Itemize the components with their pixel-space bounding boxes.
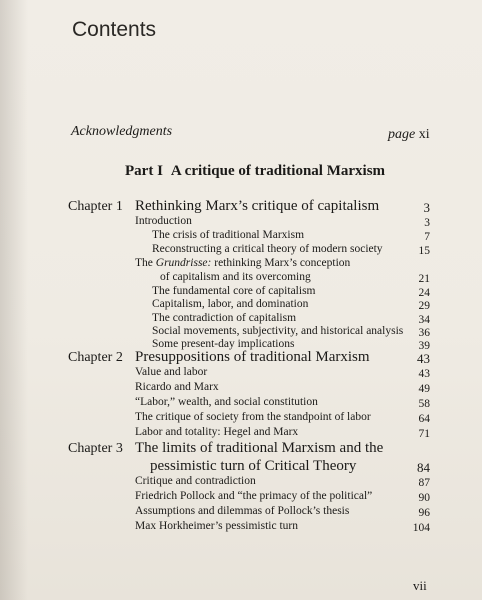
chapter-1-entry-9: Some present-day implications (152, 338, 295, 350)
page-gutter-shadow (0, 0, 28, 600)
chapter-1-entry-6-page: 29 (418, 300, 430, 312)
part-number: Part I (125, 163, 163, 179)
chapter-1-entry-2: The crisis of traditional Marxism (152, 229, 305, 241)
chapter-1-entry-5-page: 24 (418, 287, 430, 299)
chapter-1-entry-1: Introduction (135, 215, 192, 227)
chapter-3-entry-1-page: 87 (418, 477, 430, 489)
chapter-1-entry-8-page: 36 (418, 327, 430, 339)
chapter-1-entry-8: Social movements, subjectivity, and historical analysis (152, 325, 404, 337)
chapter-1-entry-3-page: 15 (418, 245, 430, 257)
chapter-1-entry-4-italic: Grundrisse: (155, 257, 212, 269)
chapter-1-entry-4 (135, 257, 350, 269)
chapter-3-page: 84 (417, 460, 430, 475)
chapter-2-page: 43 (417, 351, 430, 366)
chapter-2-entry-1-page: 43 (418, 368, 430, 380)
chapter-2-entry-2-page: 49 (418, 383, 430, 395)
chapter-2-entry-4: The critique of society from the standpoint of labor (135, 411, 371, 423)
acknowledgments-page (388, 127, 430, 143)
chapter-1-entry-4-line2: of capitalism and its overcoming (160, 271, 311, 283)
chapter-2-title: Presuppositions of traditional Marxism (135, 349, 370, 365)
page-word: page (388, 127, 416, 142)
chapter-3-title-line2: pessimistic turn of Critical Theory (150, 458, 357, 474)
chapter-2-entry-1: Value and labor (135, 366, 208, 378)
chapter-2-entry-5-page: 71 (418, 428, 430, 440)
chapter-3-entry-2: Friedrich Pollock and “the primacy of the political” (135, 490, 373, 502)
chapter-1-entry-1-page: 3 (424, 217, 430, 229)
chapter-3-label: Chapter 3 (68, 441, 123, 456)
chapter-1-entry-6: Capitalism, labor, and domination (152, 298, 309, 310)
chapter-1-entry-4-page: 21 (418, 273, 430, 285)
chapter-1-entry-3: Reconstructing a critical theory of modern society (152, 243, 383, 255)
acknowledgments-label: Acknowledgments (71, 124, 173, 139)
chapter-1-entry-7-page: 34 (418, 314, 430, 326)
chapter-2-label: Chapter 2 (68, 350, 123, 365)
chapter-1-entry-5: The fundamental core of capitalism (152, 285, 316, 297)
chapter-1-entry-7: The contradiction of capitalism (152, 312, 297, 324)
chapter-3-entry-3: Assumptions and dilemmas of Pollock’s thesis (135, 505, 350, 517)
chapter-3-entry-1: Critique and contradiction (135, 475, 256, 487)
chapter-1-page: 3 (423, 200, 430, 215)
chapter-1-entry-4-suffix: rethinking Marx’s conception (211, 257, 351, 269)
chapter-2-entry-4-page: 64 (418, 413, 430, 425)
chapter-2-entry-3: “Labor,” wealth, and social constitution (135, 396, 318, 408)
chapter-1-entry-4-prefix: The (135, 257, 156, 269)
chapter-2-entry-5: Labor and totality: Hegel and Marx (135, 426, 299, 438)
chapter-3-entry-2-page: 90 (418, 492, 430, 504)
page-number: vii (413, 578, 427, 593)
chapter-1-label: Chapter 1 (68, 199, 123, 214)
chapter-1-entry-9-page: 39 (418, 340, 430, 352)
chapter-2-entry-2: Ricardo and Marx (135, 381, 219, 393)
part-heading (125, 163, 385, 180)
chapter-3-entry-3-page: 96 (418, 507, 430, 519)
contents-heading: Contents (72, 18, 157, 41)
acknowledgments-page-number: xi (418, 127, 430, 142)
chapter-3-title: The limits of traditional Marxism and the (135, 440, 384, 456)
chapter-2-entry-3-page: 58 (418, 398, 430, 410)
part-title: A critique of traditional Marxism (170, 163, 386, 179)
chapter-3-entry-4-page: 104 (412, 522, 430, 534)
chapter-1-entry-2-page: 7 (424, 231, 430, 243)
chapter-1-title: Rethinking Marx’s critique of capitalism (135, 198, 380, 214)
chapter-3-entry-4: Max Horkheimer’s pessimistic turn (135, 520, 298, 532)
